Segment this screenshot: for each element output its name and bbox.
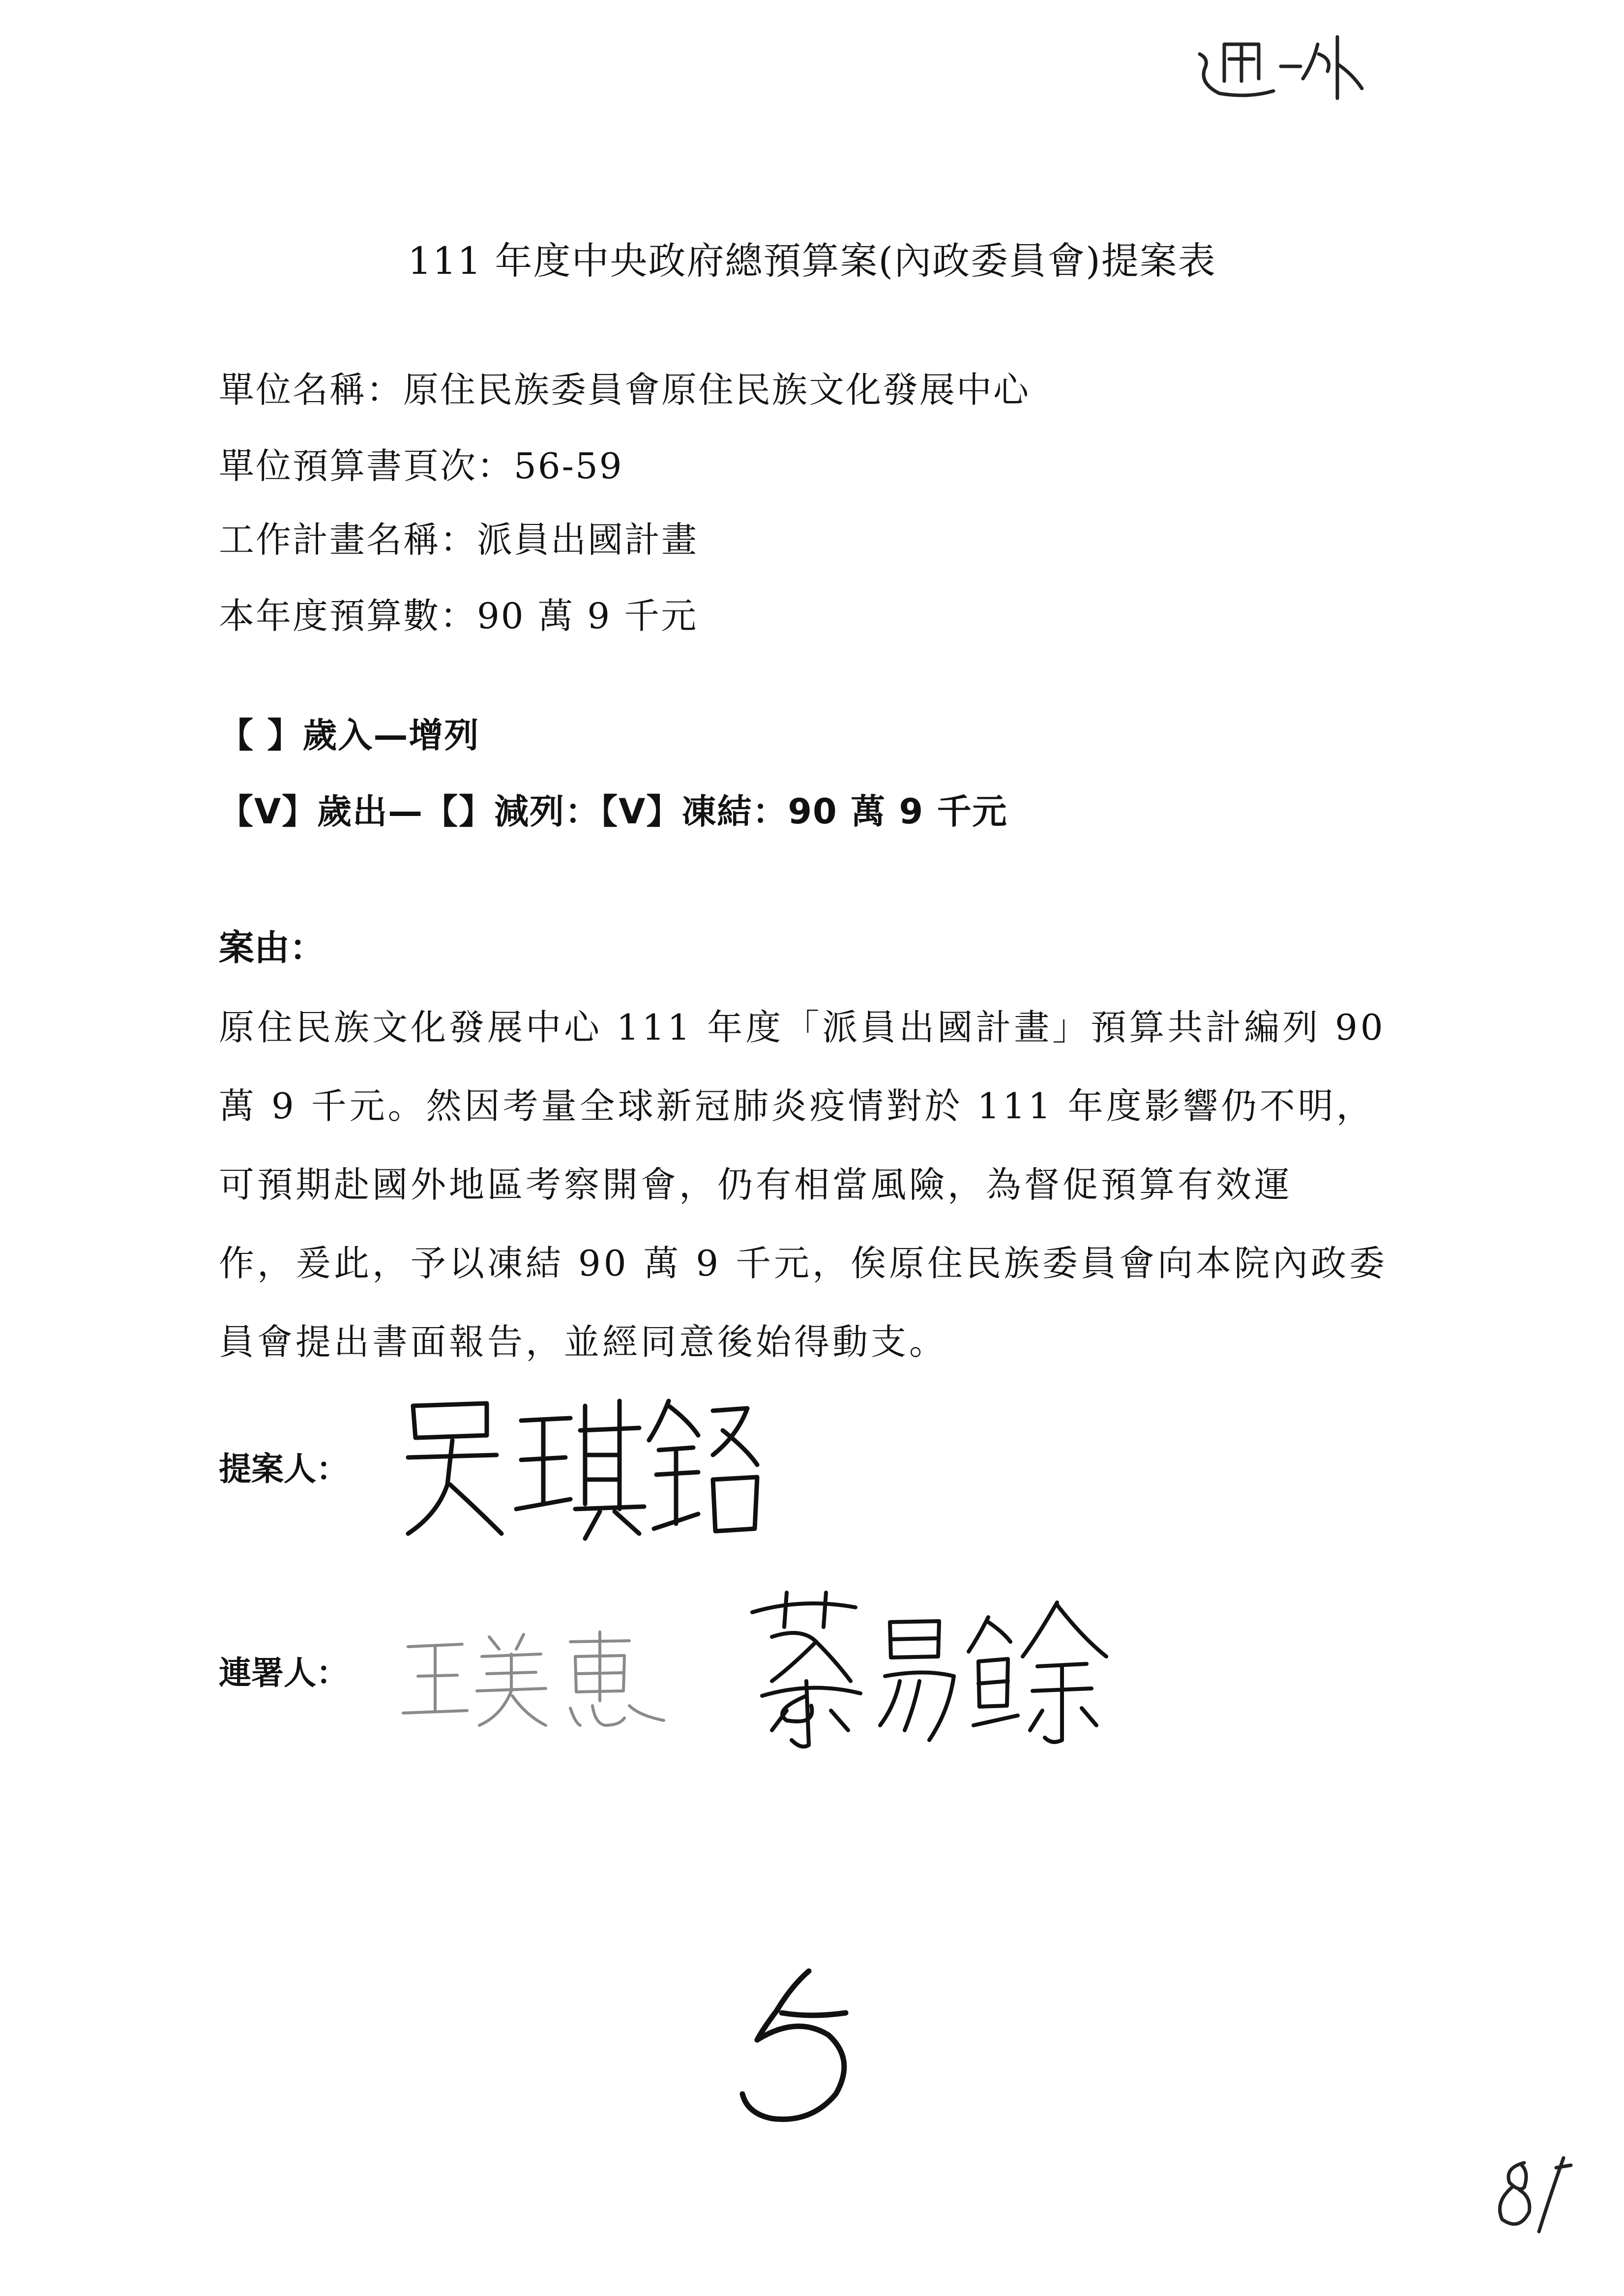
cosigner-label: 連署人： <box>219 1654 349 1692</box>
expenditure-checkbox-line: 【V】歲出—【】減列：【V】凍結：90 萬 9 千元 <box>219 791 1008 832</box>
proposer-signature <box>393 1386 777 1548</box>
plan-name-field: 工作計畫名稱：派員出國計畫 <box>219 519 699 560</box>
budget-pages-field: 單位預算書頁次：56-59 <box>219 445 623 487</box>
proposer-label: 提案人： <box>219 1450 349 1488</box>
revenue-checkbox-line: 【 】歲入—增列 <box>219 715 480 756</box>
cosigner-signature-2 <box>742 1583 1116 1760</box>
unit-name-field: 單位名稱：原住民族委員會原住民族文化發展中心 <box>219 369 1031 410</box>
corner-note-handwriting <box>1190 25 1377 108</box>
reason-line: 萬 9 千元。然因考量全球新冠肺炎疫情對於 111 年度影響仍不明， <box>219 1085 1375 1127</box>
handwritten-number <box>723 1961 865 2133</box>
reason-line: 員會提出書面報告，並經同意後始得動支。 <box>219 1321 948 1363</box>
reason-line: 可預期赴國外地區考察開會，仍有相當風險，為督促預算有效運 <box>219 1164 1293 1205</box>
budget-amount-field: 本年度預算數：90 萬 9 千元 <box>219 595 698 637</box>
reason-line: 原住民族文化發展中心 111 年度「派員出國計畫」預算共計編列 90 <box>219 1007 1386 1048</box>
reason-label: 案由： <box>219 927 325 968</box>
reason-body <box>219 988 1409 1381</box>
reason-line: 作，爰此，予以凍結 90 萬 9 千元，俟原住民族委員會向本院內政委 <box>219 1243 1388 1284</box>
page-number <box>1490 2153 1583 2237</box>
document-title: 111 年度中央政府總預算案(內政委員會)提案表 <box>408 239 1216 283</box>
cosigner-signature-1 <box>398 1627 674 1735</box>
